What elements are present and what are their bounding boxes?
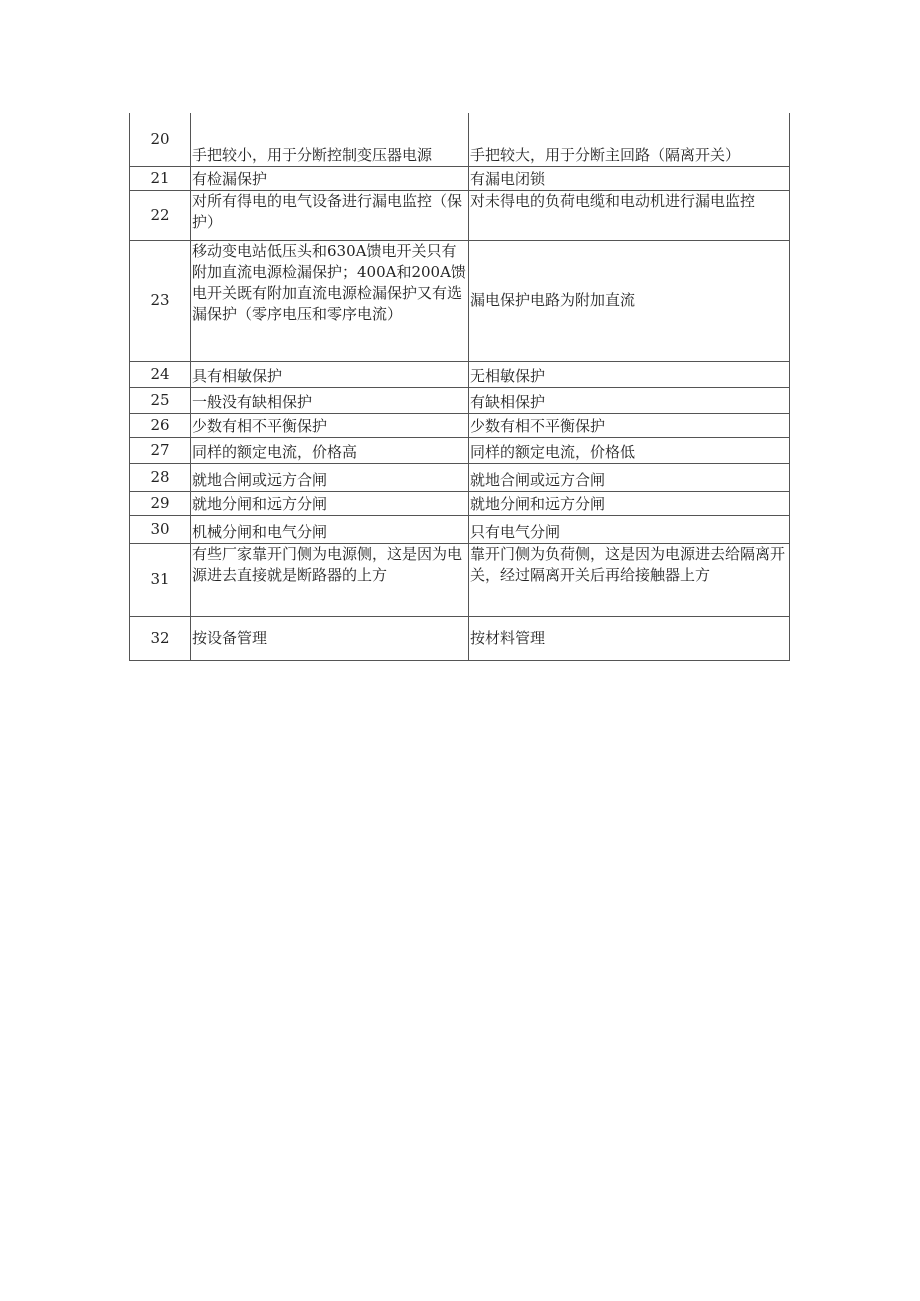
cell-column-b: 漏电保护电路为附加直流 [469, 240, 790, 361]
table-row [130, 515, 790, 543]
cell-column-a: 就地分闸和远方分闸 [191, 491, 469, 515]
cell-column-a: 按设备管理 [191, 616, 469, 660]
cell-column-b: 少数有相不平衡保护 [469, 413, 790, 437]
cell-column-a: 有检漏保护 [191, 166, 469, 190]
row-number: 29 [130, 491, 191, 515]
cell-column-a: 机械分闸和电气分闸 [191, 515, 469, 543]
row-number: 26 [130, 413, 191, 437]
row-number: 22 [130, 190, 191, 240]
cell-column-b: 只有电气分闸 [469, 515, 790, 543]
cell-column-b: 无相敏保护 [469, 361, 790, 387]
table-row [130, 113, 790, 166]
cell-column-b: 就地分闸和远方分闸 [469, 491, 790, 515]
table-row [130, 387, 790, 413]
comparison-table-body [130, 113, 790, 660]
cell-column-a: 一般没有缺相保护 [191, 387, 469, 413]
table-row [130, 437, 790, 463]
cell-column-a: 移动变电站低压头和630A馈电开关只有附加直流电源检漏保护；400A和200A馈电开关既有附加直流电源检漏保护又有选漏保护（零序电压和零序电流） [191, 240, 469, 361]
cell-column-a: 手把较小，用于分断控制变压器电源 [191, 113, 469, 166]
table-row [130, 463, 790, 491]
table-row [130, 240, 790, 361]
row-number: 31 [130, 543, 191, 616]
cell-column-a: 少数有相不平衡保护 [191, 413, 469, 437]
row-number: 27 [130, 437, 191, 463]
cell-column-b: 同样的额定电流，价格低 [469, 437, 790, 463]
table-row [130, 190, 790, 240]
table-row [130, 491, 790, 515]
row-number: 24 [130, 361, 191, 387]
cell-column-b: 按材料管理 [469, 616, 790, 660]
table-row [130, 166, 790, 190]
row-number: 30 [130, 515, 191, 543]
cell-column-a: 就地合闸或远方合闸 [191, 463, 469, 491]
cell-column-b: 有缺相保护 [469, 387, 790, 413]
row-number: 21 [130, 166, 191, 190]
table-row [130, 413, 790, 437]
row-number: 23 [130, 240, 191, 361]
cell-column-a: 对所有得电的电气设备进行漏电监控（保护） [191, 190, 469, 240]
table-row [130, 361, 790, 387]
cell-column-b: 有漏电闭锁 [469, 166, 790, 190]
row-number: 28 [130, 463, 191, 491]
row-number: 25 [130, 387, 191, 413]
cell-column-b: 对未得电的负荷电缆和电动机进行漏电监控 [469, 190, 790, 240]
cell-column-b: 手把较大，用于分断主回路（隔离开关） [469, 113, 790, 166]
table-row [130, 543, 790, 616]
cell-column-a: 有些厂家靠开门侧为电源侧，这是因为电源进去直接就是断路器的上方 [191, 543, 469, 616]
row-number: 20 [130, 113, 191, 166]
cell-column-b: 靠开门侧为负荷侧，这是因为电源进去给隔离开关，经过隔离开关后再给接触器上方 [469, 543, 790, 616]
row-number: 32 [130, 616, 191, 660]
cell-column-a: 具有相敏保护 [191, 361, 469, 387]
comparison-table [129, 113, 790, 661]
cell-column-a: 同样的额定电流，价格高 [191, 437, 469, 463]
cell-column-b: 就地合闸或远方合闸 [469, 463, 790, 491]
table-row [130, 616, 790, 660]
